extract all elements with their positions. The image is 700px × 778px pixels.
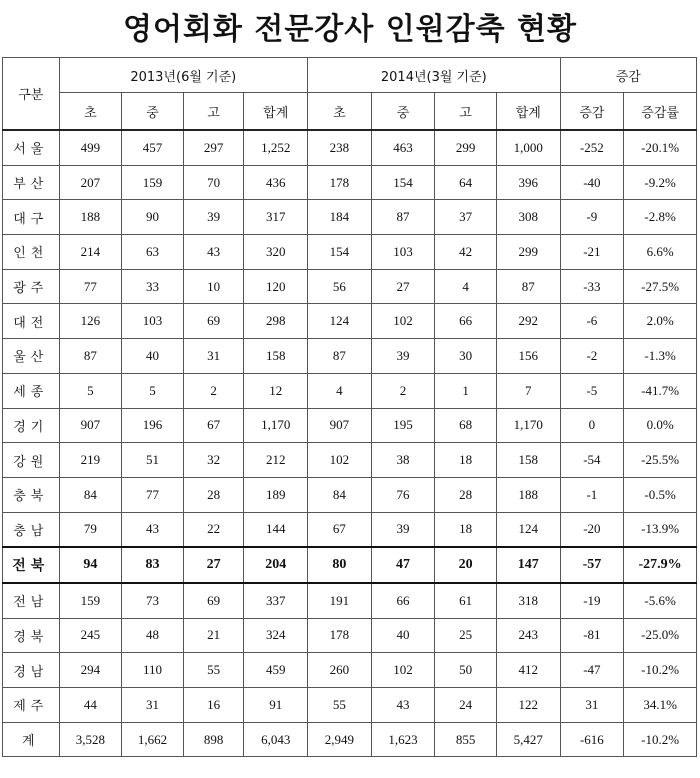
value-cell: 191 [308, 583, 372, 618]
value-cell: 147 [496, 547, 560, 583]
value-cell: 38 [371, 443, 435, 478]
value-cell: 18 [435, 443, 497, 478]
value-cell: 90 [122, 200, 184, 235]
value-cell: 5 [122, 373, 184, 408]
value-cell: 83 [122, 547, 184, 583]
value-cell: 188 [59, 200, 122, 235]
value-cell: 42 [435, 235, 497, 270]
value-cell: -19 [560, 583, 624, 618]
table-row [3, 688, 697, 723]
value-cell: 27 [371, 269, 435, 304]
value-cell: 1 [435, 373, 497, 408]
region-cell: 광주 [3, 269, 60, 304]
value-cell: 102 [371, 653, 435, 688]
value-cell: 31 [122, 688, 184, 723]
value-cell: 69 [183, 583, 244, 618]
value-cell: 178 [308, 618, 372, 653]
value-cell: 87 [371, 200, 435, 235]
value-cell: -25.0% [624, 618, 697, 653]
value-cell: -9 [560, 200, 624, 235]
value-cell: 5 [59, 373, 122, 408]
value-cell: 67 [308, 512, 372, 547]
table-row [3, 373, 697, 408]
value-cell: 294 [59, 653, 122, 688]
value-cell: 297 [183, 130, 244, 165]
region-cell: 인천 [3, 235, 60, 270]
value-cell: 77 [59, 269, 122, 304]
value-cell: 126 [59, 304, 122, 339]
value-cell: 64 [435, 165, 497, 200]
header-2013-elementary: 초 [59, 93, 122, 131]
region-cell: 세종 [3, 373, 60, 408]
value-cell: -27.5% [624, 269, 697, 304]
value-cell: 463 [371, 130, 435, 165]
value-cell: 1,623 [371, 722, 435, 757]
table-row [3, 130, 697, 165]
region-cell: 울산 [3, 339, 60, 374]
table-row [3, 618, 697, 653]
value-cell: 907 [308, 408, 372, 443]
value-cell: 44 [59, 688, 122, 723]
header-2014-total: 합계 [496, 93, 560, 131]
header-2014-high: 고 [435, 93, 497, 131]
value-cell: 2.0% [624, 304, 697, 339]
region-cell: 대전 [3, 304, 60, 339]
value-cell: 159 [122, 165, 184, 200]
table-row [3, 477, 697, 512]
value-cell: 80 [308, 547, 372, 583]
value-cell: 292 [496, 304, 560, 339]
value-cell: 39 [371, 339, 435, 374]
value-cell: 120 [244, 269, 308, 304]
value-cell: -81 [560, 618, 624, 653]
value-cell: 412 [496, 653, 560, 688]
value-cell: -10.2% [624, 653, 697, 688]
value-cell: 317 [244, 200, 308, 235]
region-cell: 경기 [3, 408, 60, 443]
region-cell: 강원 [3, 443, 60, 478]
value-cell: 77 [122, 477, 184, 512]
value-cell: 1,662 [122, 722, 184, 757]
value-cell: 84 [308, 477, 372, 512]
value-cell: 32 [183, 443, 244, 478]
region-cell: 경남 [3, 653, 60, 688]
staff-reduction-table [2, 57, 697, 757]
value-cell: 55 [308, 688, 372, 723]
header-2013-high: 고 [183, 93, 244, 131]
value-cell: 20 [435, 547, 497, 583]
header-2013-middle: 중 [122, 93, 184, 131]
value-cell: -54 [560, 443, 624, 478]
value-cell: -0.5% [624, 477, 697, 512]
header-2014-elementary: 초 [308, 93, 372, 131]
header-change-count: 증감 [560, 93, 624, 131]
value-cell: 308 [496, 200, 560, 235]
value-cell: 47 [371, 547, 435, 583]
value-cell: 298 [244, 304, 308, 339]
value-cell: 159 [59, 583, 122, 618]
region-cell: 경북 [3, 618, 60, 653]
header-2013-total: 합계 [244, 93, 308, 131]
table-row [3, 269, 697, 304]
value-cell: 158 [244, 339, 308, 374]
value-cell: 73 [122, 583, 184, 618]
table-row [3, 235, 697, 270]
header-change-rate: 증감률 [624, 93, 697, 131]
region-cell: 충남 [3, 512, 60, 547]
value-cell: 63 [122, 235, 184, 270]
table-row [3, 722, 697, 757]
value-cell: 66 [371, 583, 435, 618]
value-cell: 195 [371, 408, 435, 443]
value-cell: 18 [435, 512, 497, 547]
value-cell: 245 [59, 618, 122, 653]
page-title: 영어회화 전문강사 인원감축 현황 [122, 12, 578, 47]
value-cell: -5.6% [624, 583, 697, 618]
value-cell: 320 [244, 235, 308, 270]
region-cell: 전북 [3, 547, 60, 583]
value-cell: 243 [496, 618, 560, 653]
value-cell: 158 [496, 443, 560, 478]
value-cell: 28 [183, 477, 244, 512]
value-cell: 39 [371, 512, 435, 547]
value-cell: 30 [435, 339, 497, 374]
value-cell: 91 [244, 688, 308, 723]
value-cell: -25.5% [624, 443, 697, 478]
value-cell: 0.0% [624, 408, 697, 443]
header-2014-middle: 중 [371, 93, 435, 131]
value-cell: 24 [435, 688, 497, 723]
value-cell: 94 [59, 547, 122, 583]
value-cell: 34.1% [624, 688, 697, 723]
value-cell: 459 [244, 653, 308, 688]
value-cell: 499 [59, 130, 122, 165]
value-cell: -57 [560, 547, 624, 583]
value-cell: 84 [59, 477, 122, 512]
value-cell: 457 [122, 130, 184, 165]
value-cell: 124 [496, 512, 560, 547]
value-cell: 204 [244, 547, 308, 583]
value-cell: 31 [560, 688, 624, 723]
value-cell: 21 [183, 618, 244, 653]
value-cell: -252 [560, 130, 624, 165]
value-cell: -1.3% [624, 339, 697, 374]
value-cell: 214 [59, 235, 122, 270]
value-cell: 3,528 [59, 722, 122, 757]
value-cell: -33 [560, 269, 624, 304]
header-year-2014: 2014년(3월 기준) [308, 58, 561, 93]
header-group-label: 구분 [3, 58, 60, 131]
value-cell: -10.2% [624, 722, 697, 757]
value-cell: 238 [308, 130, 372, 165]
value-cell: 56 [308, 269, 372, 304]
value-cell: 188 [496, 477, 560, 512]
value-cell: 5,427 [496, 722, 560, 757]
value-cell: 898 [183, 722, 244, 757]
value-cell: 207 [59, 165, 122, 200]
value-cell: -47 [560, 653, 624, 688]
value-cell: 396 [496, 165, 560, 200]
table-row [3, 653, 697, 688]
value-cell: 184 [308, 200, 372, 235]
table-row [3, 339, 697, 374]
value-cell: 40 [122, 339, 184, 374]
value-cell: 16 [183, 688, 244, 723]
value-cell: 6,043 [244, 722, 308, 757]
value-cell: -1 [560, 477, 624, 512]
table-body [3, 130, 697, 757]
value-cell: 66 [435, 304, 497, 339]
value-cell: 43 [183, 235, 244, 270]
value-cell: 55 [183, 653, 244, 688]
value-cell: 144 [244, 512, 308, 547]
value-cell: -616 [560, 722, 624, 757]
table-row [3, 443, 697, 478]
value-cell: 324 [244, 618, 308, 653]
value-cell: -21 [560, 235, 624, 270]
value-cell: 154 [308, 235, 372, 270]
value-cell: 299 [496, 235, 560, 270]
table-row [3, 583, 697, 618]
value-cell: 68 [435, 408, 497, 443]
value-cell: 855 [435, 722, 497, 757]
header-change: 증감 [560, 58, 696, 93]
value-cell: -13.9% [624, 512, 697, 547]
value-cell: 43 [371, 688, 435, 723]
value-cell: -41.7% [624, 373, 697, 408]
value-cell: 67 [183, 408, 244, 443]
value-cell: 299 [435, 130, 497, 165]
value-cell: 103 [122, 304, 184, 339]
region-cell: 계 [3, 722, 60, 757]
value-cell: 2 [371, 373, 435, 408]
value-cell: -6 [560, 304, 624, 339]
value-cell: 436 [244, 165, 308, 200]
region-cell: 부산 [3, 165, 60, 200]
value-cell: -9.2% [624, 165, 697, 200]
value-cell: 6.6% [624, 235, 697, 270]
value-cell: 2 [183, 373, 244, 408]
value-cell: 907 [59, 408, 122, 443]
value-cell: 156 [496, 339, 560, 374]
table-row [3, 512, 697, 547]
region-cell: 대구 [3, 200, 60, 235]
value-cell: 79 [59, 512, 122, 547]
value-cell: 122 [496, 688, 560, 723]
value-cell: 43 [122, 512, 184, 547]
value-cell: 1,000 [496, 130, 560, 165]
value-cell: 7 [496, 373, 560, 408]
value-cell: 103 [371, 235, 435, 270]
value-cell: 4 [308, 373, 372, 408]
value-cell: 189 [244, 477, 308, 512]
table-row [3, 200, 697, 235]
value-cell: -40 [560, 165, 624, 200]
value-cell: -5 [560, 373, 624, 408]
value-cell: 154 [371, 165, 435, 200]
value-cell: -27.9% [624, 547, 697, 583]
value-cell: 196 [122, 408, 184, 443]
value-cell: 102 [371, 304, 435, 339]
value-cell: -2.8% [624, 200, 697, 235]
value-cell: 33 [122, 269, 184, 304]
value-cell: 1,252 [244, 130, 308, 165]
value-cell: 4 [435, 269, 497, 304]
table-row [3, 165, 697, 200]
value-cell: 27 [183, 547, 244, 583]
value-cell: 51 [122, 443, 184, 478]
region-cell: 전남 [3, 583, 60, 618]
value-cell: 87 [496, 269, 560, 304]
value-cell: 260 [308, 653, 372, 688]
region-cell: 서울 [3, 130, 60, 165]
value-cell: 178 [308, 165, 372, 200]
value-cell: 318 [496, 583, 560, 618]
value-cell: 110 [122, 653, 184, 688]
value-cell: 10 [183, 269, 244, 304]
value-cell: 40 [371, 618, 435, 653]
value-cell: 50 [435, 653, 497, 688]
value-cell: 219 [59, 443, 122, 478]
value-cell: 22 [183, 512, 244, 547]
value-cell: 0 [560, 408, 624, 443]
value-cell: 61 [435, 583, 497, 618]
value-cell: 212 [244, 443, 308, 478]
value-cell: 69 [183, 304, 244, 339]
value-cell: -20 [560, 512, 624, 547]
value-cell: 48 [122, 618, 184, 653]
value-cell: 25 [435, 618, 497, 653]
value-cell: 124 [308, 304, 372, 339]
value-cell: 28 [435, 477, 497, 512]
value-cell: 337 [244, 583, 308, 618]
value-cell: -20.1% [624, 130, 697, 165]
table-row [3, 304, 697, 339]
value-cell: 39 [183, 200, 244, 235]
value-cell: 2,949 [308, 722, 372, 757]
value-cell: 12 [244, 373, 308, 408]
value-cell: 1,170 [244, 408, 308, 443]
region-cell: 충북 [3, 477, 60, 512]
value-cell: 1,170 [496, 408, 560, 443]
value-cell: 87 [308, 339, 372, 374]
value-cell: 31 [183, 339, 244, 374]
value-cell: 37 [435, 200, 497, 235]
value-cell: 76 [371, 477, 435, 512]
header-year-2013: 2013년(6월 기준) [59, 58, 307, 93]
value-cell: 70 [183, 165, 244, 200]
region-cell: 제주 [3, 688, 60, 723]
table-row [3, 408, 697, 443]
table-row [3, 547, 697, 583]
value-cell: 87 [59, 339, 122, 374]
value-cell: 102 [308, 443, 372, 478]
value-cell: -2 [560, 339, 624, 374]
